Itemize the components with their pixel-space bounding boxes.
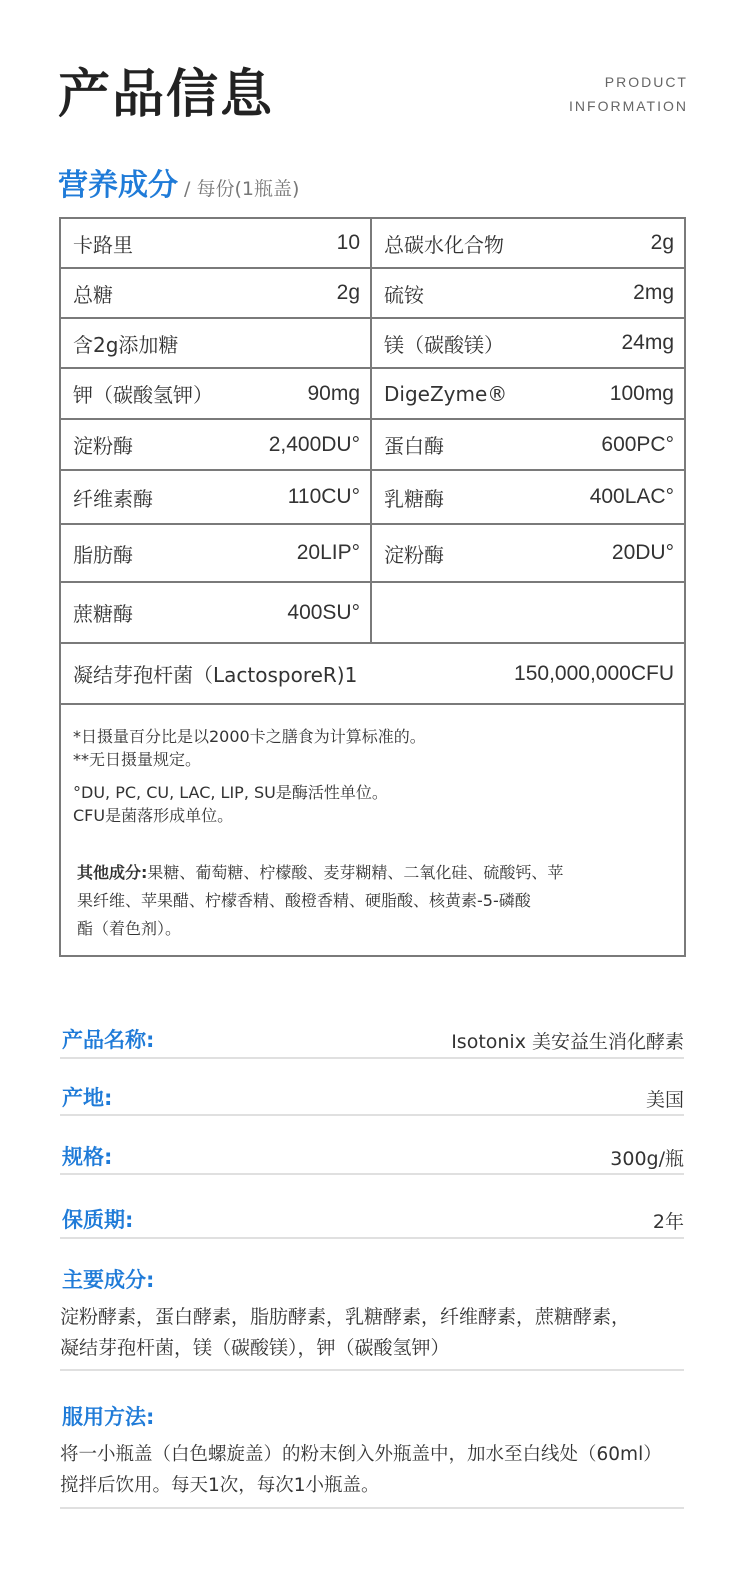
nutrient-value: 24mg — [621, 331, 674, 354]
nutrient-name: 总糖 — [73, 282, 113, 307]
nutrient-name: DigeZyme® — [384, 381, 508, 406]
nutrient-value: 2,400DU° — [268, 432, 360, 456]
product-name-value: Isotonix 美安益生消化酵素 — [451, 1031, 684, 1053]
nutrient-value: 20DU° — [611, 541, 674, 564]
table-cell — [372, 420, 684, 469]
nutrient-name: 蔗糖酶 — [73, 602, 133, 626]
product-name-label: 产品名称: — [62, 1028, 155, 1052]
nutrient-name: 乳糖酶 — [384, 486, 444, 511]
usage-label: 服用方法: — [62, 1405, 155, 1429]
nutrient-value: 90mg — [307, 381, 360, 405]
info-row-spec — [60, 1139, 684, 1175]
info-row-shelf-life — [60, 1202, 684, 1239]
table-cell — [61, 525, 370, 581]
nutrient-value: 110CU° — [287, 485, 360, 508]
nutrient-value: 2g — [336, 281, 360, 304]
note-line: *日摄量百分比是以2000卡之膳食为计算标准的。 — [73, 727, 426, 746]
shelf-life-value: 2年 — [652, 1211, 684, 1233]
table-cell — [61, 219, 370, 267]
info-row-origin — [60, 1080, 684, 1116]
nutrient-name: 淀粉酶 — [73, 434, 133, 458]
table-notes — [73, 725, 673, 827]
table-cell-empty — [372, 583, 684, 642]
table-cell — [372, 319, 684, 367]
nutrient-name: 蛋白酶 — [384, 434, 444, 458]
row-divider — [61, 703, 684, 705]
main-ingredients-label: 主要成分: — [62, 1268, 155, 1292]
table-cell — [372, 269, 684, 317]
other-ingredients-text: 果纤维、苹果醋、柠檬香精、酸橙香精、硬脂酸、核黄素-5-磷酸 — [77, 891, 531, 910]
table-cell — [61, 269, 370, 317]
nutrient-value: 20LIP° — [296, 541, 360, 564]
nutrient-name: 纤维素酶 — [73, 486, 153, 511]
main-ingredients-text — [60, 1302, 684, 1364]
nutrient-name: 硫铵 — [384, 282, 424, 307]
nutrient-name: 钾（碳酸氢钾） — [73, 383, 213, 407]
nutrient-value: 400SU° — [287, 600, 360, 624]
nutrient-value: 400LAC° — [589, 485, 674, 508]
table-cell — [61, 420, 370, 469]
other-ingredients-label: 其他成分: — [77, 863, 148, 882]
table-cell — [61, 369, 370, 418]
subtitle-line-1: PRODUCT — [604, 74, 688, 90]
nutrient-value: 10 — [336, 231, 360, 254]
origin-value: 美国 — [645, 1089, 684, 1111]
table-cell — [61, 319, 370, 367]
nutrition-table — [59, 217, 686, 957]
nutrient-value: 100mg — [609, 381, 674, 405]
nutrient-value: 150,000,000CFU — [514, 661, 674, 685]
usage-line: 将一小瓶盖（白色螺旋盖）的粉末倒入外瓶盖中，加水至白线处（60ml） — [60, 1444, 662, 1465]
main-ingredients — [60, 1264, 684, 1371]
note-line: **无日摄量规定。 — [73, 750, 202, 769]
nutrient-name: 镁（碳酸镁） — [384, 332, 504, 357]
nutrient-value: 2mg — [633, 281, 674, 304]
nutrient-name: 卡路里 — [73, 232, 133, 257]
other-ingredients — [77, 859, 667, 943]
nutrition-title: 营养成分 — [58, 168, 178, 203]
nutrient-name: 含2g添加糖 — [73, 332, 179, 357]
usage — [60, 1401, 684, 1509]
page-title: 产品信息 — [58, 65, 275, 125]
spec-label: 规格: — [62, 1145, 113, 1169]
serving-size: / 每份(1瓶盖) — [184, 178, 300, 200]
spec-value: 300g/瓶 — [610, 1148, 684, 1170]
nutrition-heading — [58, 160, 299, 204]
page-subtitle — [569, 70, 688, 118]
table-cell — [372, 525, 684, 581]
table-cell — [61, 583, 370, 642]
subtitle-line-2: INFORMATION — [569, 98, 688, 114]
other-ingredients-text: 果糖、葡萄糖、柠檬酸、麦芽糊精、二氧化硅、硫酸钙、苹 — [147, 863, 564, 882]
usage-line: 搅拌后饮用。每天1次，每次1小瓶盖。 — [60, 1475, 380, 1496]
main-ingredients-line: 凝结芽孢杆菌，镁（碳酸镁），钾（碳酸氢钾） — [60, 1337, 450, 1359]
note-line: CFU是菌落形成单位。 — [73, 806, 234, 825]
info-row-name — [60, 1022, 684, 1059]
nutrient-name: 凝结芽孢杆菌（LactosporeR)1 — [73, 663, 358, 687]
nutrient-value: 600PC° — [601, 432, 674, 456]
table-cell — [372, 471, 684, 523]
main-ingredients-line: 淀粉酵素，蛋白酵素，脂肪酵素，乳糖酵素，纤维酵素，蔗糖酵素， — [60, 1306, 631, 1328]
table-cell — [372, 219, 684, 267]
nutrient-name: 脂肪酶 — [73, 542, 133, 567]
usage-text — [60, 1439, 684, 1501]
note-line: °DU, PC, CU, LAC, LIP, SU是酶活性单位。 — [73, 783, 388, 802]
table-cell-full — [61, 644, 684, 703]
nutrient-name: 总碳水化合物 — [384, 232, 504, 257]
other-ingredients-text: 酯（着色剂）。 — [77, 919, 182, 938]
nutrient-name: 淀粉酶 — [384, 542, 444, 567]
nutrient-value: 2g — [650, 231, 674, 254]
table-cell — [61, 471, 370, 523]
shelf-life-label: 保质期: — [62, 1208, 134, 1232]
origin-label: 产地: — [62, 1086, 113, 1110]
table-cell — [372, 369, 684, 418]
